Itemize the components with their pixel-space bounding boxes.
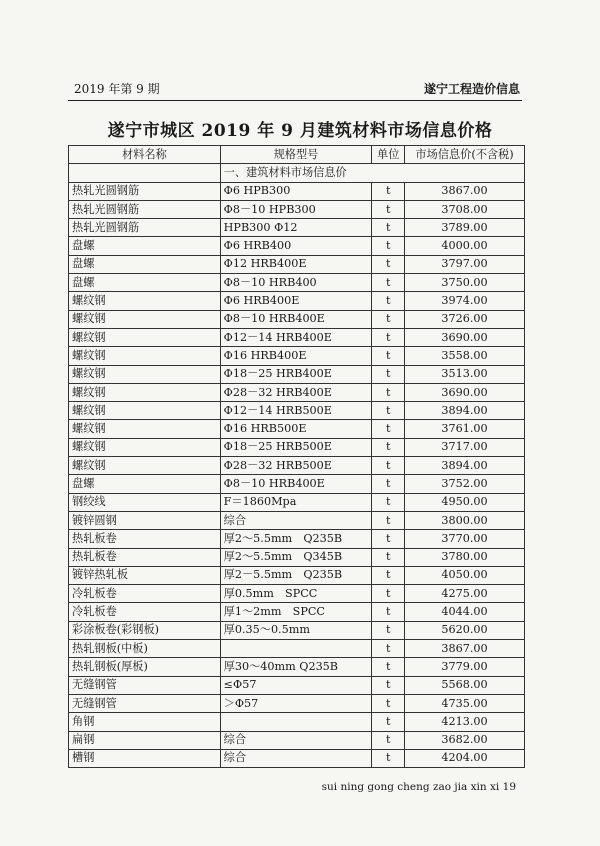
- unit-cell: t: [372, 200, 405, 218]
- table-row: [69, 274, 525, 292]
- page-footer: sui ning gong cheng zao jia xin xi 19: [321, 781, 516, 793]
- table-row: [69, 694, 525, 712]
- unit-cell: t: [372, 365, 405, 383]
- table-row: [69, 731, 525, 749]
- price-cell: 4275.00: [405, 585, 525, 603]
- spec-cell: Φ8－10 HRB400E: [220, 310, 372, 328]
- table-row: [69, 749, 525, 767]
- unit-cell: t: [372, 566, 405, 584]
- table-row: [69, 402, 525, 420]
- spec-cell: 综合: [220, 731, 372, 749]
- table-row: [69, 658, 525, 676]
- unit-cell: t: [372, 383, 405, 401]
- material-name-cell: 热轧钢板(厚板): [69, 658, 221, 676]
- unit-cell: t: [372, 347, 405, 365]
- price-cell: 4735.00: [405, 694, 525, 712]
- spec-cell: F＝1860Mpa: [220, 493, 372, 511]
- spec-cell: Φ8－10 HPB300: [220, 200, 372, 218]
- price-cell: 5620.00: [405, 621, 525, 639]
- unit-cell: t: [372, 420, 405, 438]
- material-name-cell: 热轧钢板(中板): [69, 640, 221, 658]
- unit-cell: t: [372, 749, 405, 767]
- spec-cell: Φ6 HRB400E: [220, 292, 372, 310]
- unit-cell: t: [372, 676, 405, 694]
- material-name-cell: 螺纹钢: [69, 457, 221, 475]
- unit-cell: t: [372, 493, 405, 511]
- spec-cell: Φ6 HPB300: [220, 182, 372, 200]
- table-row: [69, 530, 525, 548]
- unit-cell: t: [372, 530, 405, 548]
- spec-cell: 综合: [220, 749, 372, 767]
- price-cell: 3894.00: [405, 402, 525, 420]
- column-header-name: 材料名称: [69, 146, 221, 164]
- material-name-cell: 螺纹钢: [69, 438, 221, 456]
- price-cell: 3717.00: [405, 438, 525, 456]
- spec-cell: Φ28－32 HRB400E: [220, 383, 372, 401]
- price-cell: 3780.00: [405, 548, 525, 566]
- material-name-cell: 盘螺: [69, 274, 221, 292]
- price-cell: 5568.00: [405, 676, 525, 694]
- unit-cell: t: [372, 621, 405, 639]
- price-cell: 3867.00: [405, 640, 525, 658]
- material-name-cell: 热轧板卷: [69, 530, 221, 548]
- table-row: [69, 310, 525, 328]
- material-name-cell: 热轧光圆钢筋: [69, 200, 221, 218]
- issue-label: 2019 年第 9 期: [74, 82, 160, 96]
- table-header-row: [69, 146, 525, 164]
- unit-cell: t: [372, 585, 405, 603]
- table-row: [69, 292, 525, 310]
- price-cell: 3974.00: [405, 292, 525, 310]
- material-name-cell: 螺纹钢: [69, 347, 221, 365]
- table-row: [69, 438, 525, 456]
- table-row: [69, 383, 525, 401]
- material-name-cell: 镀锌热轧板: [69, 566, 221, 584]
- page-title: 遂宁市城区 2019 年 9 月建筑材料市场信息价格: [107, 121, 493, 141]
- spec-cell: ≤Φ57: [220, 676, 372, 694]
- unit-cell: t: [372, 292, 405, 310]
- material-name-cell: 彩涂板卷(彩钢板): [69, 621, 221, 639]
- column-header-spec: 规格型号: [220, 146, 372, 164]
- unit-cell: t: [372, 548, 405, 566]
- table-row: [69, 200, 525, 218]
- spec-cell: Φ18－25 HRB500E: [220, 438, 372, 456]
- price-cell: 3752.00: [405, 475, 525, 493]
- material-name-cell: 槽钢: [69, 749, 221, 767]
- material-name-cell: 螺纹钢: [69, 328, 221, 346]
- spec-cell: Φ6 HRB400: [220, 237, 372, 255]
- price-cell: 3708.00: [405, 200, 525, 218]
- price-cell: 3797.00: [405, 255, 525, 273]
- spec-cell: ＞Φ57: [220, 694, 372, 712]
- unit-cell: t: [372, 402, 405, 420]
- price-cell: 3800.00: [405, 511, 525, 529]
- unit-cell: t: [372, 713, 405, 731]
- material-name-cell: 盘螺: [69, 237, 221, 255]
- table-row: [69, 548, 525, 566]
- spec-cell: Φ8－10 HRB400: [220, 274, 372, 292]
- spec-cell: Φ12－14 HRB400E: [220, 328, 372, 346]
- unit-cell: t: [372, 658, 405, 676]
- unit-cell: t: [372, 694, 405, 712]
- spec-cell: Φ12 HRB400E: [220, 255, 372, 273]
- material-name-cell: 螺纹钢: [69, 365, 221, 383]
- spec-cell: Φ8－10 HRB400E: [220, 475, 372, 493]
- spec-cell: 厚0.5mm SPCC: [220, 585, 372, 603]
- spec-cell: HPB300 Φ12: [220, 219, 372, 237]
- spec-cell: Φ28－32 HRB500E: [220, 457, 372, 475]
- table-row: [69, 237, 525, 255]
- table-row: [69, 475, 525, 493]
- table-row: [69, 676, 525, 694]
- price-cell: 4044.00: [405, 603, 525, 621]
- unit-cell: t: [372, 457, 405, 475]
- section-title: 一、建筑材料市场信息价: [220, 164, 524, 182]
- section-blank: [69, 164, 221, 182]
- spec-cell: 厚30～40mm Q235B: [220, 658, 372, 676]
- unit-cell: t: [372, 603, 405, 621]
- spec-cell: Φ18－25 HRB400E: [220, 365, 372, 383]
- unit-cell: t: [372, 237, 405, 255]
- spec-cell: 厚1～2mm SPCC: [220, 603, 372, 621]
- price-cell: 3682.00: [405, 731, 525, 749]
- price-cell: 3690.00: [405, 383, 525, 401]
- price-cell: 3513.00: [405, 365, 525, 383]
- publication-name: 遂宁工程造价信息: [423, 82, 520, 96]
- price-cell: 3690.00: [405, 328, 525, 346]
- unit-cell: t: [372, 219, 405, 237]
- price-cell: 3761.00: [405, 420, 525, 438]
- spec-cell: 厚0.35～0.5mm: [220, 621, 372, 639]
- unit-cell: t: [372, 182, 405, 200]
- spec-cell: 厚2～5.5mm Q345B: [220, 548, 372, 566]
- unit-cell: t: [372, 438, 405, 456]
- material-name-cell: 冷轧板卷: [69, 585, 221, 603]
- material-name-cell: 螺纹钢: [69, 310, 221, 328]
- material-name-cell: 盘螺: [69, 255, 221, 273]
- spec-cell: 综合: [220, 511, 372, 529]
- price-cell: 4204.00: [405, 749, 525, 767]
- unit-cell: t: [372, 640, 405, 658]
- unit-cell: t: [372, 511, 405, 529]
- material-name-cell: 热轧板卷: [69, 548, 221, 566]
- unit-cell: t: [372, 255, 405, 273]
- spec-cell: 厚2－5.5mm Q235B: [220, 566, 372, 584]
- spec-cell: [220, 640, 372, 658]
- table-row: [69, 603, 525, 621]
- spec-cell: [220, 713, 372, 731]
- price-cell: 3750.00: [405, 274, 525, 292]
- material-name-cell: 无缝钢管: [69, 676, 221, 694]
- price-cell: 4000.00: [405, 237, 525, 255]
- unit-cell: t: [372, 328, 405, 346]
- unit-cell: t: [372, 731, 405, 749]
- unit-cell: t: [372, 310, 405, 328]
- table-row: [69, 182, 525, 200]
- column-header-price: 市场信息价(不含税): [405, 146, 525, 164]
- material-name-cell: 热轧光圆钢筋: [69, 219, 221, 237]
- table-row: [69, 457, 525, 475]
- unit-cell: t: [372, 274, 405, 292]
- header-divider: [68, 100, 522, 101]
- price-cell: 3558.00: [405, 347, 525, 365]
- table-row: [69, 365, 525, 383]
- material-name-cell: 盘螺: [69, 475, 221, 493]
- material-name-cell: 热轧光圆钢筋: [69, 182, 221, 200]
- price-cell: 3779.00: [405, 658, 525, 676]
- table-row: [69, 420, 525, 438]
- table-row: [69, 347, 525, 365]
- column-header-unit: 单位: [372, 146, 405, 164]
- material-name-cell: 镀锌圆钢: [69, 511, 221, 529]
- table-row: [69, 566, 525, 584]
- table-row: [69, 585, 525, 603]
- price-cell: 3894.00: [405, 457, 525, 475]
- section-row: [69, 164, 525, 182]
- price-cell: 4950.00: [405, 493, 525, 511]
- spec-cell: Φ16 HRB400E: [220, 347, 372, 365]
- material-name-cell: 冷轧板卷: [69, 603, 221, 621]
- price-cell: 4213.00: [405, 713, 525, 731]
- table-row: [69, 713, 525, 731]
- spec-cell: Φ12－14 HRB500E: [220, 402, 372, 420]
- material-name-cell: 螺纹钢: [69, 420, 221, 438]
- table-row: [69, 621, 525, 639]
- material-name-cell: 螺纹钢: [69, 383, 221, 401]
- table-row: [69, 493, 525, 511]
- price-cell: 4050.00: [405, 566, 525, 584]
- material-name-cell: 角钢: [69, 713, 221, 731]
- table-row: [69, 511, 525, 529]
- price-cell: 3726.00: [405, 310, 525, 328]
- table-row: [69, 640, 525, 658]
- material-name-cell: 螺纹钢: [69, 292, 221, 310]
- table-row: [69, 219, 525, 237]
- price-cell: 3789.00: [405, 219, 525, 237]
- table-row: [69, 255, 525, 273]
- material-name-cell: 螺纹钢: [69, 402, 221, 420]
- material-name-cell: 扁钢: [69, 731, 221, 749]
- price-cell: 3770.00: [405, 530, 525, 548]
- price-cell: 3867.00: [405, 182, 525, 200]
- material-name-cell: 无缝钢管: [69, 694, 221, 712]
- unit-cell: t: [372, 475, 405, 493]
- spec-cell: Φ16 HRB500E: [220, 420, 372, 438]
- material-name-cell: 钢绞线: [69, 493, 221, 511]
- spec-cell: 厚2～5.5mm Q235B: [220, 530, 372, 548]
- table-row: [69, 328, 525, 346]
- price-table: [68, 145, 525, 768]
